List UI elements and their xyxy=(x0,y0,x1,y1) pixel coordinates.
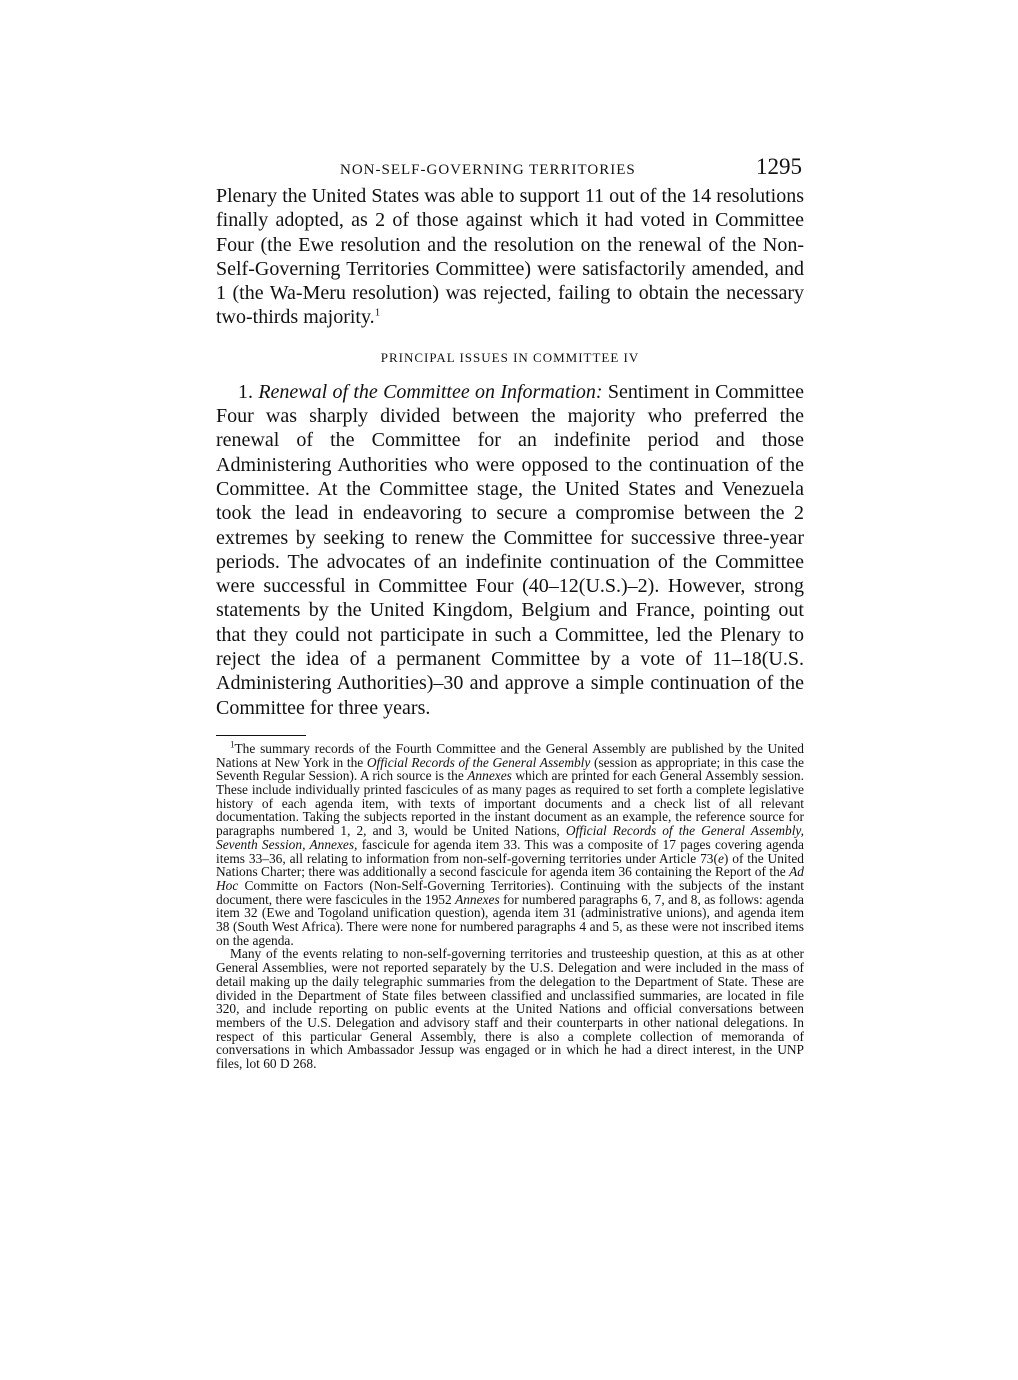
footnote-text: The summary records of the Fourth Committee and the General Assembly are published by the United Nations at New York in the xyxy=(216,740,804,770)
paragraph-text: Sentiment in Committee Four was sharply divided between the majority who preferred the renewal of the Committee for an indefinite period and those Administering Authorities who were opposed to the continuation of the Committee. At the Committee stage, the United States and Venezuela took the lead in endeavoring to secure a compromise between the 2 extremes by seeking to renew the Committee for successive three-year periods. The advocates of an indefinite continuation of the Committee were successful in Committee Four (40–12(U.S.)–2). However, strong statements by the United Kingdom, Belgium and France, pointing out that they could not participate in such a Committee, led the Plenary to reject the idea of a permanent Committee by a vote of 11–18(U.S. Administering Authorities)–30 and approve a simple continuation of the Committee for three years. xyxy=(216,380,805,719)
running-title: NON-SELF-GOVERNING TERRITORIES xyxy=(340,162,636,178)
footnote-paragraph: Many of the events relating to non-self-governing territories and trusteeship question, at this as at other General Assemblies, were not reported separately by the U.S. Delegation and were included in the mass of detail making up the daily telegraphic summaries from the delegation to the Department of State. These are divided in the Department of State files between classified and unclassified summaries, are located in file 320, and include reporting on public events at the United Nations and official conversations between members of the U.S. Delegation and advisory staff and their counterparts in other national delegations. In respect of this particular General Assembly, there is also a complete collection of memoranda of conversations in which Ambassador Jessup was engaged or in which he had a direct interest, in the UNP files, lot 60 D 268. xyxy=(216,946,804,1072)
footnote-divider xyxy=(216,735,306,736)
paragraph-number: 1. xyxy=(238,380,253,403)
footnote-citation: Ad Hoc xyxy=(216,864,804,893)
paragraph-continuation xyxy=(216,184,804,330)
footnote-citation: e xyxy=(717,850,724,866)
paragraph-numbered xyxy=(216,380,804,720)
section-heading: PRINCIPAL ISSUES IN COMMITTEE IV xyxy=(380,349,640,365)
footnote-citation: Annexes xyxy=(455,891,500,907)
paragraph-title: Renewal of the Committee on Information: xyxy=(258,380,603,403)
footnote-text: Committe on Factors (Non-Self-Governing Territories). Continuing with the subjects of the instant document, there were fascicules in the 1952 xyxy=(216,877,805,907)
footnote-marker: 1 xyxy=(230,739,235,750)
footnote-text: ) of the United Nations Charter; there was additionally a second fascicule for agenda item 36 containing the Report of the xyxy=(216,850,804,880)
footnote-text: which are printed for each General Assembly session. These include individually printed fascicules of as many pages as required to set forth a complete legislative history of each agenda item, with texts of important documents and a check list of all relevant documentation. Taking the subjects reported in the instant document as an example, the reference source for paragraphs numbered 1, 2, and 3, would be United Nations, xyxy=(216,768,804,839)
footnote-text: for numbered paragraphs 6, 7, and 8, as follows: agenda item 32 (Ewe and Togoland unification question), agenda item 31 (administrative unions), and agenda item 38 (South West Africa). There were none for numbered paragraphs 4 and 5, as these were not inscribed items on the agenda. xyxy=(216,891,804,948)
paragraph-text: Plenary the United States was able to support 11 out of the 14 resolutions finally adopted, as 2 of those against which it had voted in Committee Four (the Ewe resolution and the resolution on the renewal of the Non-Self-Governing Territories Committee) were satisfactorily amended, and 1 (the Wa-Meru resolution) was rejected, failing to obtain the necessary two-thirds majority. xyxy=(216,185,804,329)
footnote-citation: Official Records of the General Assembly, Seventh Session, Annexes, xyxy=(216,823,804,852)
page-number: 1295 xyxy=(756,154,802,179)
footnote-paragraph xyxy=(216,739,805,948)
footnote-reference: 1 xyxy=(374,306,381,319)
running-header xyxy=(216,150,804,184)
footnote-citation: Official Records of the General Assembly xyxy=(366,754,591,770)
footnote-text: (session as appropriate; in this case the Seventh Regular Session). A rich source is the xyxy=(216,754,804,784)
footnote-citation: Annexes xyxy=(467,768,512,784)
document-page xyxy=(216,150,804,1071)
footnote-text: fascicule for agenda item 33. This was a composite of 17 pages covering agenda items 33–36, all relating to information from non-self-governing territories under Article 73( xyxy=(216,836,804,866)
